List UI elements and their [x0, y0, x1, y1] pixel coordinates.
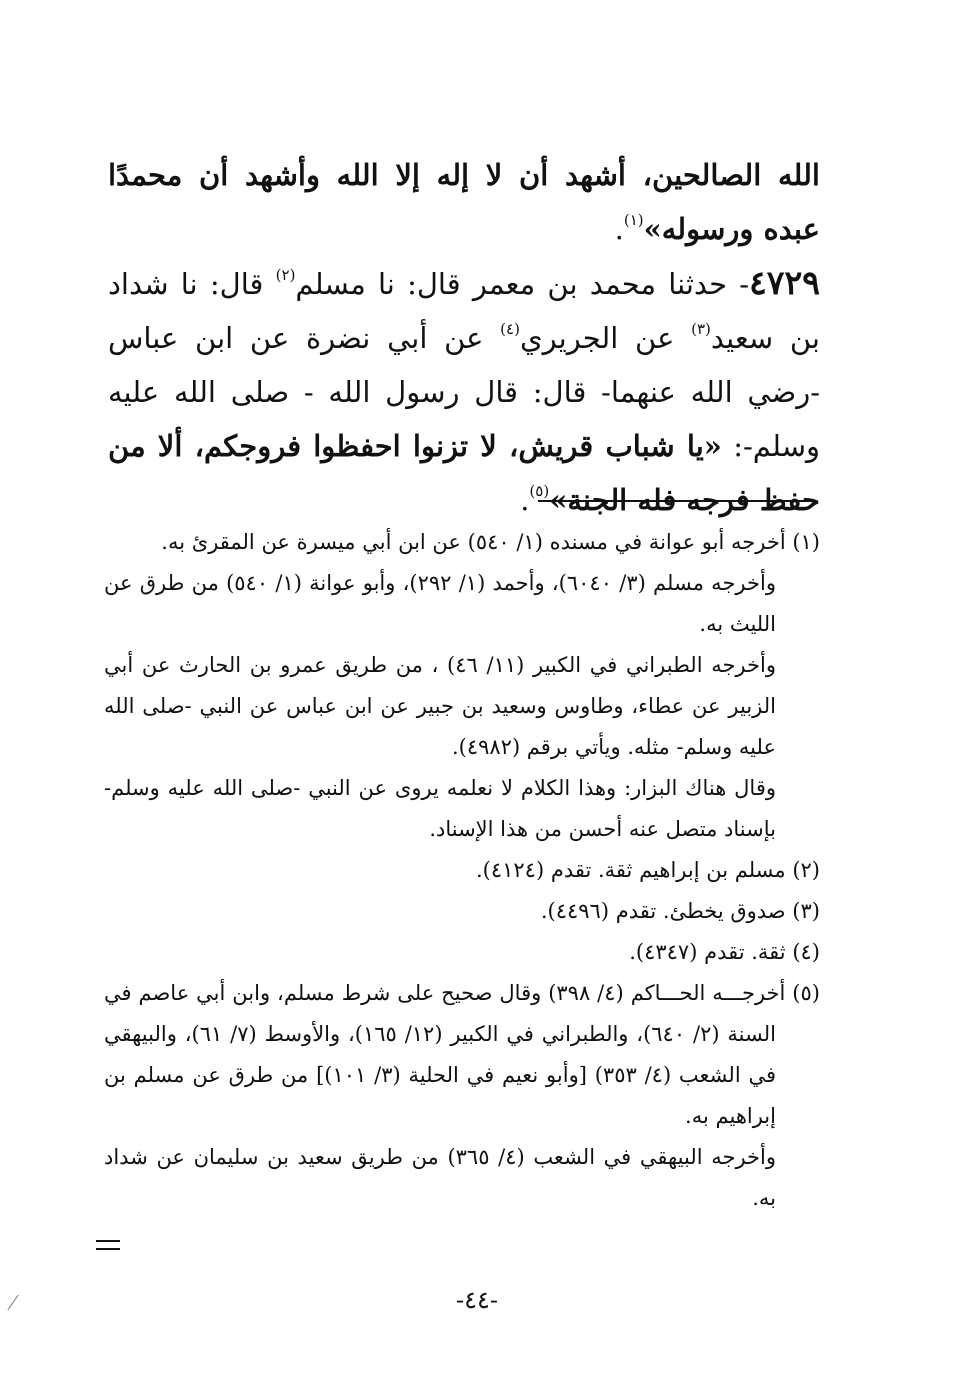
matn-bold: «يا شباب قريش، لا تزنوا احفظوا فروجكم، ألا من حفظ فرجه فله الجنة»: [108, 429, 820, 517]
isnad-segment-3: عن الجريري: [519, 321, 692, 355]
footnote-1-cont-b: وأخرجه الطبراني في الكبير (١١/ ٤٦) ، من طريق عمرو بن الحارث عن أبي الزبير عن عطاء، وطاوس وسعيد بن جبير عن ابن عباس عن النبي -صلى الله عليه وسلم- مثله. ويأتي برقم (٤٩٨٢).: [104, 653, 776, 759]
sentence-end: .: [614, 212, 624, 246]
hadith-4729: [108, 256, 820, 527]
footnote-ref-4: (٤): [500, 320, 520, 338]
footnote-5-cont: وأخرجه البيهقي في الشعب (٤/ ٣٦٥) من طريق سعيد بن سليمان عن شداد به.: [104, 1145, 776, 1210]
footnote-1-cont-c: وقال هناك البزار: وهذا الكلام لا نعلمه يروى عن النبي -صلى الله عليه وسلم- بإسناد متصل عنه أحسن من هذا الإسناد.: [104, 776, 776, 841]
sentence-end: .: [520, 483, 530, 517]
footnote-1-cont-a: وأخرجه مسلم (٣/ ٦٠٤٠)، وأحمد (١/ ٢٩٢)، وأبو عوانة (١/ ٥٤٠) من طرق عن الليث به.: [104, 571, 776, 636]
footnotes: [104, 522, 820, 1219]
footnote-separator: [538, 500, 816, 502]
prophet-saying-bold: الله الصالحين، أشهد أن لا إله إلا الله وأشهد أن محمدًا عبده ورسوله»: [108, 158, 820, 246]
hadith-number: ٤٧٢٩: [749, 263, 820, 302]
footnote-5: (٥) أخرجـــه الحـــاكم (٤/ ٣٩٨) وقال صحيح على شرط مسلم، وابن أبي عاصم في السنة (٢/ ٦٤٠)، والطبراني في الكبير (١٢/ ١٦٥)، والأوسط (٧/ ٦١)، والبيهقي في الشعب (٤/ ٣٥٣) [وأبو نعيم في الحلية (٣/ ١٠١)] من طرق عن مسلم بن إبراهيم به.: [104, 981, 820, 1128]
footnote-ref-2: (٢): [275, 266, 296, 284]
footnote-2: (٢) مسلم بن إبراهيم ثقة. تقدم (٤١٢٤).: [475, 858, 820, 882]
hadith-dash: -: [727, 267, 750, 301]
footnote-ref-1: (١): [623, 211, 644, 229]
page-number: -٤٤-: [456, 1286, 498, 1314]
footnote-ref-5: (٥): [529, 482, 550, 500]
footnote-ref-3: (٣): [691, 320, 711, 338]
continuation-mark: [96, 1240, 120, 1250]
footnote-3: (٣) صدوق يخطئ. تقدم (٤٤٩٦).: [540, 899, 820, 923]
previous-hadith-ending: [108, 148, 820, 256]
isnad-segment-2: قال: نا شداد بن سعيد: [108, 267, 820, 355]
footnote-1: (١) أخرجه أبو عوانة في مسنده (١/ ٥٤٠) عن ابن أبي ميسرة عن المقرئ به.: [161, 530, 820, 554]
isnad-segment-4: عن أبي نضرة عن ابن عباس -رضي الله عنهما- قال: قال رسول الله - صلى الله عليه وسلم-:: [108, 321, 820, 463]
footnote-4: (٤) ثقة. تقدم (٤٣٤٧).: [629, 940, 820, 964]
isnad-segment-1: حدثنا محمد بن معمر قال: نا مسلم: [295, 267, 728, 301]
